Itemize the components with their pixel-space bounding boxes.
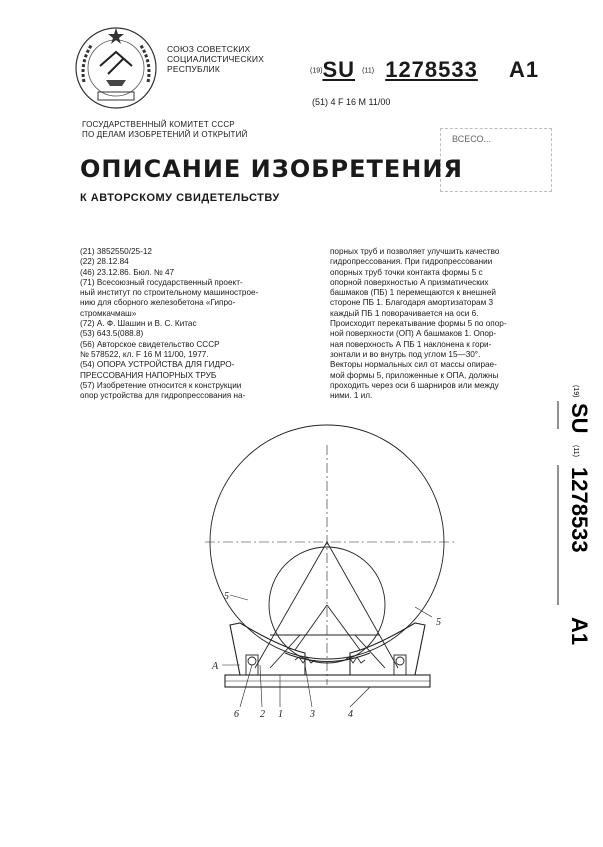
org-line: СОЦИАЛИСТИЧЕСКИХ (167, 54, 265, 64)
side-number: 1278533 (567, 467, 592, 553)
label-a: A (212, 661, 219, 672)
technical-drawing (200, 385, 460, 725)
abstract-line: мой формы 5, приложенные к ОПА, должны (330, 370, 499, 380)
patent-number: 1278533 (385, 57, 478, 82)
biblio-line: (56) Авторское свидетельство СССР (80, 339, 220, 349)
abstract-line: зонтали и во внутрь под углом 15—30°. (330, 349, 481, 359)
abstract-line: каждый ПБ 1 поворачивается на оси 6. (330, 308, 479, 318)
document-title: ОПИСАНИЕ ИЗОБРЕТЕНИЯ (80, 155, 463, 183)
bibliographic-data (80, 247, 325, 401)
abstract-line: ними. 1 ил. (330, 391, 373, 401)
document-subtitle: К АВТОРСКОМУ СВИДЕТЕЛЬСТВУ (80, 192, 280, 204)
biblio-line: (22) 28.12.84 (80, 257, 129, 267)
biblio-line: стромкачмаш» (80, 308, 137, 318)
abstract-continued (330, 247, 545, 401)
abstract-line: гидропрессования. При гидропрессовании (330, 257, 493, 267)
inid-11: (11) (362, 67, 375, 75)
biblio-line: (46) 23.12.86. Бюл. № 47 (80, 267, 175, 277)
label-6: 6 (234, 709, 239, 720)
biblio-line: нию для сборного железобетона «Гипро- (80, 298, 236, 308)
biblio-line: № 578522, кл. F 16 M 11/00, 1977. (80, 349, 209, 359)
abstract-line: ной поверхности (ОП) А башмаков 1. Опор- (330, 329, 497, 339)
stamp-text: ВСЕСО... (452, 134, 492, 144)
abstract-line: стороне ПБ 1. Благодаря амортизаторам 3 (330, 298, 494, 308)
biblio-line: (57) Изобретение относится к конструкции (80, 380, 242, 390)
biblio-line: (53) 643.5(088.8) (80, 329, 144, 339)
biblio-line: опор устройства для гидропрессования на- (80, 391, 246, 401)
label-3: 3 (310, 709, 315, 720)
country-code: SU (322, 57, 356, 82)
committee-line: ПО ДЕЛАМ ИЗОБРЕТЕНИЙ И ОТКРЫТИЙ (82, 130, 248, 139)
biblio-line: (71) Всесоюзный государственный проект- (80, 277, 243, 287)
biblio-line: (54) ОПОРА УСТРОЙСТВА ДЛЯ ГИДРО- (80, 360, 235, 370)
biblio-line: ный институт по строительному машинострое- (80, 288, 259, 298)
committee-line: ГОСУДАРСТВЕННЫЙ КОМИТЕТ СССР (82, 120, 235, 129)
org-line: РЕСПУБЛИК (167, 64, 221, 74)
side-kind: A1 (567, 617, 592, 646)
patent-header-number (310, 57, 539, 83)
ipc-code: F 16 M 11/00 (338, 97, 391, 107)
label-1: 1 (278, 709, 283, 720)
label-4: 4 (348, 709, 353, 720)
ipc-label: (51) 4 (312, 97, 336, 107)
biblio-line: (21) 3852550/25-12 (80, 247, 152, 256)
kind-code: A1 (508, 57, 540, 82)
ussr-emblem-icon (70, 22, 162, 114)
side-country: SU (567, 403, 592, 434)
abstract-line: Происходит перекатывание формы 5 по опор- (330, 319, 507, 329)
biblio-line: ПРЕССОВАНИЯ НАПОРНЫХ ТРУБ (80, 370, 217, 380)
org-name (167, 44, 264, 74)
side-inid-19: (19) (572, 385, 579, 398)
abstract-line: проходить через оси 6 шарниров или между (330, 380, 499, 390)
ipc-class (312, 97, 390, 107)
abstract-line: опорной поверхностью А призматических (330, 277, 489, 287)
inid-19: (19) (310, 67, 323, 75)
biblio-line: (72) А. Ф. Шашин и В. С. Китас (80, 319, 197, 329)
committee-name (82, 120, 248, 140)
label-2: 2 (260, 709, 265, 720)
side-inid-11: (11) (572, 445, 579, 457)
abstract-line: порных труб и позволяет улучшить качество (330, 247, 500, 256)
abstract-line: опорных труб точки контакта формы 5 с (330, 267, 483, 277)
abstract-line: Векторы нормальных сил от массы опирае- (330, 360, 497, 370)
abstract-line: башмаков (ПБ) 1 перемещаются к внешней (330, 288, 496, 298)
org-line: СОЮЗ СОВЕТСКИХ (167, 44, 251, 54)
label-5-right: 5 (436, 617, 441, 628)
side-patent-number (546, 385, 592, 685)
abstract-line: ная поверхность А ПБ 1 наклонена к гори- (330, 339, 492, 349)
label-5-left: 5 (224, 591, 229, 602)
